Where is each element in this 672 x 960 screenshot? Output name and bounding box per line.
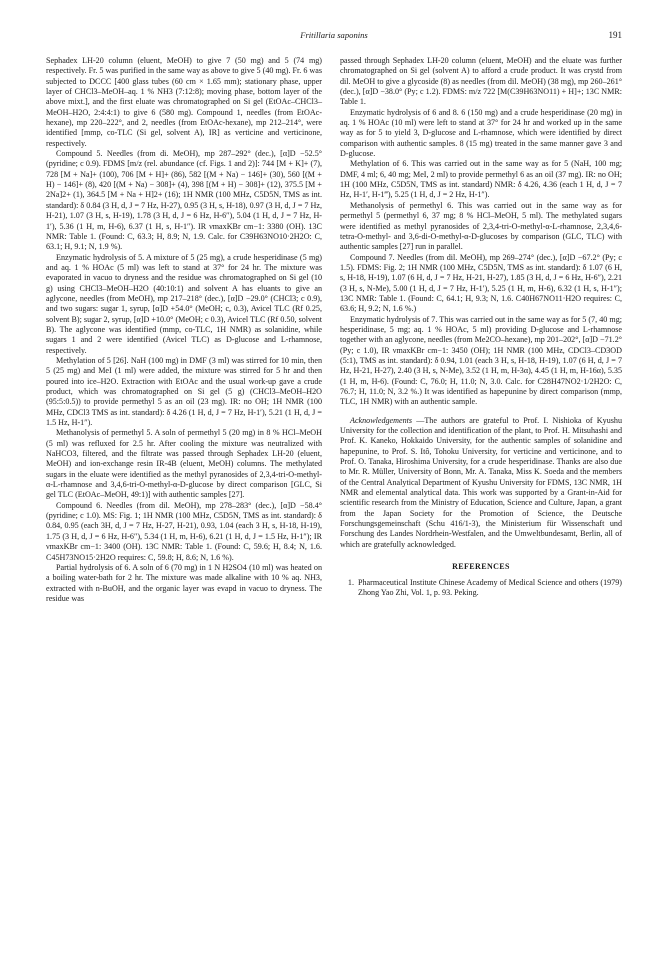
reference-number: 1. [347,577,354,587]
paragraph: Compound 6. Needles (from dil. MeOH), mp 278–283° (dec.), [α]D −58.4° (pyridine; c 1.0). MS: Fig. 1; 1H NMR (100 MHz, C5D5N, TMS as int. standard): δ 0.84, 0.95 (each 3H, d, J = 7 Hz, H-27, H-21), 0.93, 1.04 (each 3 H, s, H-18, H-19), 1.75 (3 H, d, J = 6 Hz, H-6″), 5.34 (1 H, m, H-6), 6.21 (1 H, d, J = 1.5 Hz, H-1″); IR νmaxKBr cm−1: 3400 (OH). 13C NMR: Table 1. (Found: C, 59.6; H, 8.4; N, 1.6. C45H73NO15·2H2O requires: C, 59.8; H, 8.6; N, 1.6 %). [46,500,322,562]
reference-item [340,578,622,599]
paragraph: passed through Sephadex LH-20 column (eluent, MeOH) and the eluate was further chromatographed on Si gel (solvent A) to afford a crude product. It was crystd from dil. MeOH to give a glycoside (8) as needles (from dil. MeOH) (38 mg), mp 260–261° (dec.), [α]D −38.0° (Py; c 1.2). FDMS: m/z 722 [M(C39H63NO11) + H]+; 13C NMR: Table 1. [340,56,622,107]
paragraph: Compound 7. Needles (from dil. MeOH), mp 269–274° (dec.), [α]D −67.2° (Py; c 1.5). FDMS: Fig. 2; 1H NMR (100 MHz, C5D5N, TMS as int. standard): δ 1.07 (6 H, s, H-18, H-19), 1.07 (6 H, d, J = 7 Hz, H-21, H-27), 1.85 (3 H, d, J = 6 Hz, H-6″), 2.21 (3 H, s, N-Me), 5.00 (1 H, d, J = 7 Hz, H-1′), 5.25 (1 H, m, H-6), 6.32 (1 H, s, H-1″); 13C NMR: Table 1. (Found: C, 64.1; H, 9.3; N, 1.6. C40H67NO11·H2O requires: C, 63.6; H, 9.2; N, 1.6 %.) [340,252,622,314]
paragraph: Methylation of 5 [26]. NaH (100 mg) in DMF (3 ml) was stirred for 10 min, then 5 (25 mg) and MeI (1 ml) were added, the mixture was stirred for 5 hr and then poured into ice–H2O. Extraction with EtOAc and the usual work-up gave a crude product, which was chromatographed on Si gel (5 g) (CHCl3–MeOH–H2O (95:5:0.5)) to provide permethyl 5 as an oil (23 mg). IR: no OH; 1H NMR (100 MHz, CDCl3 TMS as int. standard): δ 4.26 (1 H, d, J = 7 Hz, H-1′), 5.21 (1 H, d, J = 1.5 Hz, H-1″). [46,355,322,428]
paragraph: Sephadex LH-20 column (eluent, MeOH) to give 7 (50 mg) and 5 (74 mg) respectively. Fr. 5 was purified in the same way as above to give 5 (40 mg). Fr. 6 was subjected to DCCC [400 glass tubes (60 cm × 1.65 mm); stationary phase, upper layer of CHCl3–MeOH–aq. 1 % NH3 (7:12:8); moving phase, bottom layer of the above mixt.], and the first eluate was chromatographed on Si gel (EtOAc–CHCl3–MeOH–H2O, 2:4:4:1) to give 6 (580 mg). Compound 1, needles (from EtOAc-hexane), mp 220–222°, and 2, needles (from EtOAc-hexane), mp 212–214°, were identified [mmp, co-TLC (Si gel, solvent A), IR] as verticine and verticinone, respectively. [46,56,322,148]
reference-text: Pharmaceutical Institute Chinese Academy of Medical Science and others (1979) Zhong Yao Zhi, Vol. 1, p. 93. Peking. [358,577,622,597]
left-column [46,56,322,604]
acknowledgements-text: —The authors are grateful to Prof. I. Nishioka of Kyushu University for the collection and identification of the plant, to Prof. H. Mitsuhashi and Prof. K. Kaneko, Hokkaido University, for the authentic samples of solanidine and hapepunine, to Prof. S. Itô, Tohoku University, for verticine and verticinone, and to Prof. O. Tanaka, Hiroshima University, for a crude hesperidinase. Thanks are also due to Mr. R. Müller, University of Bonn, Mr. A. Tanaka, Miss K. Soeda and the members of the Central Analytical Department of Kyushu University for FDMS, 13C NMR, 1H NMR and elemental analytical data. This work was supported by a Grant-in-Aid for scientific research from the Ministry of Education, Science and Culture, Japan, a grant from the Japan Society for the Promotion of Science, the Deutsche Forschungsgemeinschaft (Schu 416/1-3), the Ministerium für Wissenschaft und Forschung des Landes Nordrhein-Westfalen, and the Umweltbundesamt, Berlin, all of which are gratefully acknowledged. [340,415,622,549]
running-title: Fritillaria saponins [300,30,368,40]
paragraph: Methylation of 6. This was carried out in the same way as for 5 (NaH, 100 mg; DMF, 4 ml; 6, 40 mg; MeI, 2 ml) to provide permethyl 6 as an oil (37 mg). IR: no OH; 1H (100 MHz, C5D5N, TMS as int. standard) NMR: δ 4.26, 4.36 (each 1 H, d, J = 7 Hz, H-1′, H-1‴), 5.25 (1 H, d, J = 2 Hz, H-1″). [340,159,622,200]
acknowledgements [340,416,622,550]
paragraph: Enzymatic hydrolysis of 7. This was carried out in the same way as for 5 (7, 40 mg; hesperidinase, 5 mg; aq. 1 % HOAc, 5 ml) providing D-glucose and L-rhamnose together with an aglycone, needles (from Me2CO–hexane), mp 201–202°, [α]D −71.2° (Py; c 1.0), IR νmaxKBr cm−1: 3450 (OH); 1H NMR (100 MHz, CDCl3–CD3OD (5:1), TMS as int. standard): δ 0.94, 1.01 (each 3 H, s, H-18, H-19), 1.07 (6 H, d, J = 7 Hz, H-21, H-27), 2.40 (3 H, s, N-Me), 3.52 (1 H, m, H-3α), 4.45 (1 H, m, H-16α), 5.35 (1 H, m, H-6). (Found: C, 76.0; H, 11.0; N, 3.0. Calc. for C28H47NO2·1/2H2O: C, 76.7; H, 11.0; N, 3.2 %.) It was identified as hapepunine by direct comparison (mmp, TLC, 1H NMR) with an authentic sample. [340,314,622,407]
paragraph: Methanolysis of permethyl 5. A soln of permethyl 5 (20 mg) in 8 % HCl–MeOH (5 ml) was refluxed for 2.5 hr. After cooling the mixture was neutralized with NaHCO3, filtered, and the filtrate was passed through Sephadex LH-20 (eluent, MeOH) and ion-exchange resin IR-4B (eluent, MeOH) columns. The methylated sugars in the eluate were identified as the methyl pyranosides of 2,3,4-tri-O-methyl-α-L-rhamnose and 3,4,6-tri-O-methyl-α-D-glucose by direct comparison [GLC, Si gel TLC (EtOAc–MeOH, 49:1)] with authentic samples [27]. [46,428,322,500]
paragraph: Partial hydrolysis of 6. A soln of 6 (70 mg) in 1 N H2SO4 (10 ml) was heated on a boiling water-bath for 2 hr. The mixture was made alkaline with 10 % aq. NH3, extracted with n-BuOH, and the organic layer was evapd in vacuo to dryness. The residue was [46,562,322,603]
right-column [340,56,622,598]
acknowledgements-heading: Acknowledgements [350,415,413,425]
page-number: 191 [608,30,622,40]
paragraph: Enzymatic hydrolysis of 5. A mixture of 5 (25 mg), a crude hesperidinase (5 mg) and aq. 1 % HOAc (5 ml) was left to stand at 37° for 24 hr. The mixture was evaporated in vacuo to dryness and the residue was chromatographed on Si gel (10 g) using CHCl3–MeOH–H2O (40:10:1) and solvent A has eluants to give an aglycone, needles (from MeOH), mp 217–218° (dec.), [α]D −29.0° (CHCl3; c 0.9), and two sugars: sugar 1, syrup, [α]D +54.0° (MeOH; c, 0.3), Avicel TLC (Rf 0.25, solvent B); sugar 2, syrup, [α]D +10.0° (MeOH; c 0.3), Avicel TLC (Rf 0.50, solvent B). The aglycone was identified (mmp, co-TLC, 1H NMR) as solanidine, while sugars 1 and 2 were identified (Avicel TLC) as D-glucose and L-rhamnose, respectively. [46,252,322,355]
paragraph: Compound 5. Needles (from di. MeOH), mp 287–292° (dec.), [α]D −52.5° (pyridine; c 0.9). FDMS [m/z (rel. abundance (cf. Figs. 1 and 2)]: 744 [M + K]+ (7), 728 [M + Na]+ (100), 706 [M + H]+ (86), 582 [(M + Na) − 146]+ (30), 560 [(M + H) − 146]+ (8), 420 [(M + Na) − 308]+ (4), 398 [(M + H) − 308]+ (12), 375.5 [M + 2Na]2+ (1), 364.5 [M + Na + H]2+ (16); 1H NMR (100 MHz, C5D5N, TMS as int. standard): δ 0.84 (3 H, d, J = 7 Hz, H-27), 0.95 (3 H, s, H-18), 0.97 (3 H, d, J = 7 Hz, H-21), 1.07 (3 H, s, H-19), 1.78 (3 H, d, J = 6 Hz, H-6″), 5.04 (1 H, d, J = 7 Hz, H-1′), 5.36 (1 H, m, H-6), 6.37 (1 H, s, H-1″). IR νmaxKBr cm−1: 3380 (OH). 13C NMR: Table 1. (Found: C, 63.3; H, 8.9; N, 1.9. Calc. for C39H63NO10·2H2O: C, 63.1; H, 9.1; N, 1.9 %). [46,149,322,252]
paragraph: Methanolysis of permethyl 6. This was carried out in the same way as for permethyl 5 (permethyl 6, 37 mg; 8 % HCl–MeOH, 5 ml). The methylated sugars were identified as methyl pyranosides of 2,3,4-tri-O-methyl-α-L-rhamnose, 2,3,4,6-tetra-O-methyl- and 3,6-di-O-methyl-α-D-glucoses by comparison (GLC, TLC) with authentic samples [27] run in parallel. [340,200,622,252]
paragraph: Enzymatic hydrolysis of 6 and 8. 6 (150 mg) and a crude hesperidinase (20 mg) in aq. 1 % HOAc (10 ml) were left to stand at 37° for 24 hr and worked up in the same way as for 5 to yield 3, D-glucose and L-rhamnose, which were identified by direct comparison with authentic samples. 8 (15 mg) treated in the same manner gave 3 and D-glucose. [340,107,622,159]
page-header [46,30,622,44]
references-heading: REFERENCES [452,562,510,572]
